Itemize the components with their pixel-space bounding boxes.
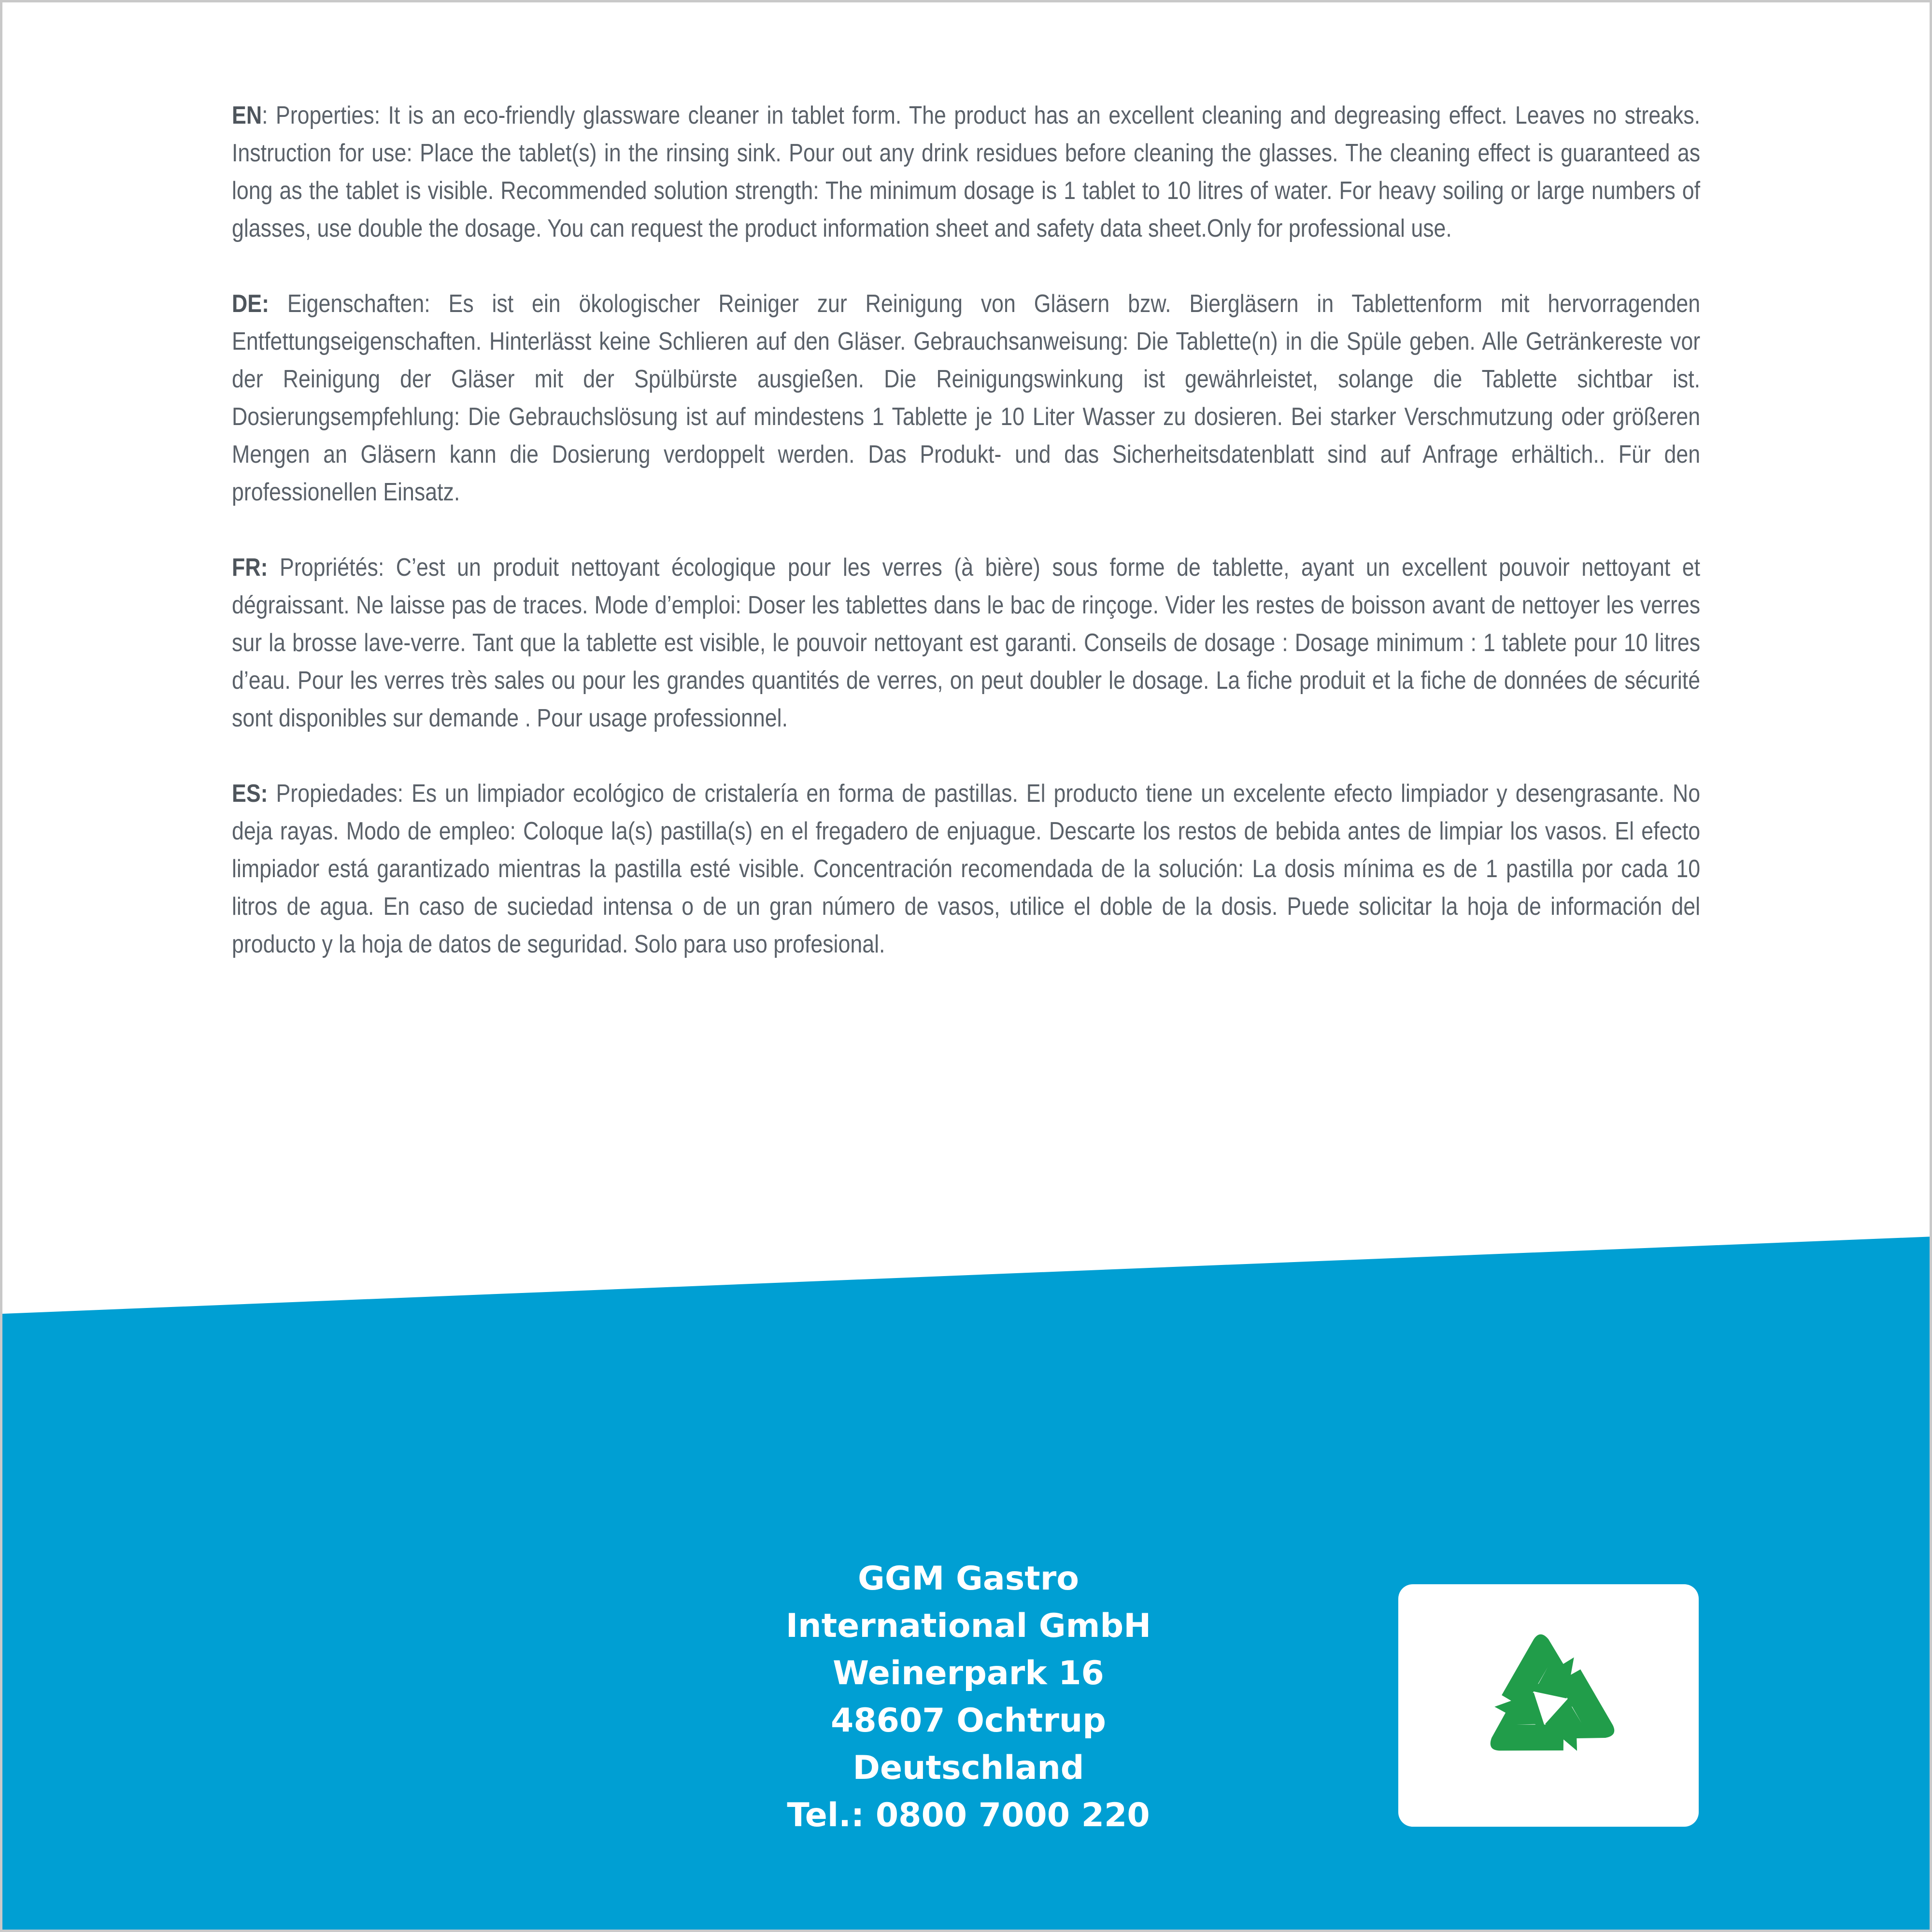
recycle-badge <box>1398 1584 1699 1827</box>
recycle-arrow-top <box>1502 1634 1574 1708</box>
lang-code-fr: FR: <box>232 554 268 582</box>
street-line: Weinerpark 16 <box>833 1654 1104 1692</box>
recycle-icon <box>1459 1623 1638 1787</box>
paragraph-text-de: Eigenschaften: Es ist ein ökologischer Reiniger zur Reinigung von Gläsern bzw. Biergläsern in Tablettenform mit hervorragenden Entfettungseigenschaften. Hinterlässt keine Schlieren auf den Gläser. Gebrauchsanweisung: Die Tablette(n) in die Spüle geben. Alle Getränkereste vor der Reinigung der Gläser mit der Spülbürste ausgießen. Die Reinigungswinkung ist gewährleistet, solange die Tablette sichtbar ist. Dosierungsempfehlung: Die Gebrauchslösung ist auf mindestens 1 Tablette je 10 Liter Wasser zu dosieren. Bei starker Verschmutzung oder größeren Mengen an Gläsern kann die Dosierung verdoppelt werden. Das Produkt- und das Sicherheitsdatenblatt sind auf Anfrage erhältich.. Für den professionellen Einsatz. <box>232 290 1701 506</box>
paragraph-text-fr: Propriétés: C’est un produit nettoyant écologique pour les verres (à bière) sous forme de tablette, ayant un excellent pouvoir nettoyant et dégraissant. Ne laisse pas de traces. Mode d’emploi: Doser les tablettes dans le bac de rinçoge. Vider les restes de boisson avant de nettoyer les verres sur la brosse lave-verre. Tant que la tablette est visible, le pouvoir nettoyant est garanti. Conseils de dosage : Dosage minimum : 1 tablete pour 10 litres d’eau. Pour les verres très sales ou pour les grandes quantités de verres, on peut doubler le dosage. La fiche produit et la fiche de données de sécurité sont disponibles sur demande . Pour usage professionnel. <box>232 554 1701 732</box>
lang-code-de: DE: <box>232 290 270 318</box>
paragraph-text-es: Propiedades: Es un limpiador ecológico de cristalería en forma de pastillas. El producto tiene un excelente efecto limpiador y desengrasante. No deja rayas. Modo de empleo: Coloque la(s) pastilla(s) en el fregadero de enjuague. Descarte los restos de bebida antes de limpiar los vasos. El efecto limpiador está garantizado mientras la pastilla esté visible. Concentración recomendada de la solución: La dosis mínima es de 1 pastilla por cada 10 litros de agua. En caso de suciedad intensa o de un gran número de vasos, utilice el doble de la dosis. Puede solicitar la hoja de información del producto y la hoja de datos de seguridad. Solo para uso profesional. <box>232 780 1701 958</box>
company-name-line1: GGM Gastro <box>858 1560 1079 1598</box>
phone-line: Tel.: 0800 7000 220 <box>787 1796 1150 1834</box>
company-name-line2: International GmbH <box>785 1607 1151 1645</box>
lang-code-en: EN <box>232 101 262 129</box>
lang-separator-en: : <box>262 101 276 129</box>
city-line: 48607 Ochtrup <box>831 1702 1106 1740</box>
paragraph-text-en: Properties: It is an eco-friendly glassware cleaner in tablet form. The product has an excellent cleaning and degreasing effect. Leaves no streaks. Instruction for use: Place the tablet(s) in the rinsing sink. Pour out any drink residues before cleaning the glasses. The cleaning effect is guaranteed as long as the tablet is visible. Recommended solution strength: The minimum dosage is 1 tablet to 10 litres of water. For heavy soiling or large numbers of glasses, use double the dosage. You can request the product information sheet and safety data sheet.Only for professional use. <box>232 101 1701 242</box>
company-address <box>751 1555 1186 1839</box>
country-line: Deutschland <box>852 1749 1084 1787</box>
lang-code-es: ES: <box>232 780 268 808</box>
